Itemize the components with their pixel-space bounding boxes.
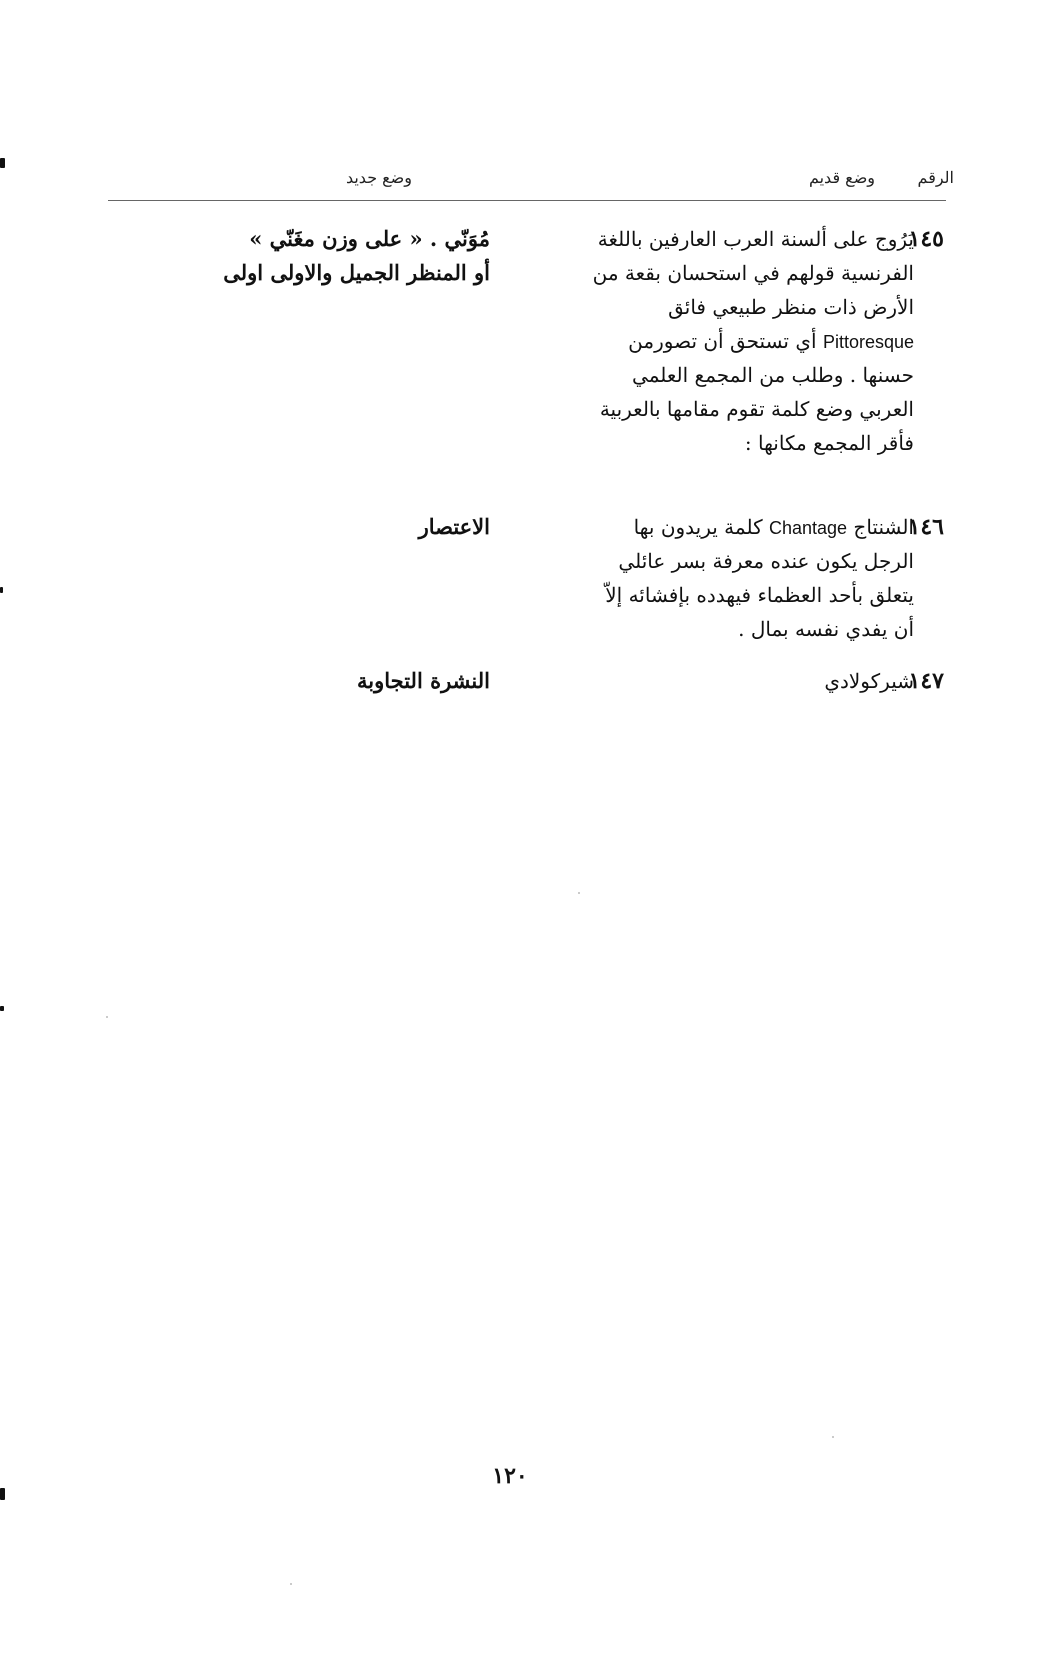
entry-new-term [130,222,490,290]
scan-speck [106,1016,108,1018]
column-header-new-term: وضع جديد [345,168,412,187]
old-term-line: الأرض ذات منظر طبيعي فائق [668,295,914,319]
old-term-text: كلمة يريدون بها [633,515,763,539]
old-term-line: يتعلق بأحد العظماء فيهدده بإفشائه إلاّ [605,583,914,607]
scan-edge-mark [0,587,3,593]
column-header-number: الرقم [917,168,954,187]
old-term-line: أن يفدي نفسه بمال . [738,617,914,641]
new-term-line: أو المنظر الجميل والاولى اولى [223,260,490,285]
entry-old-term [574,664,914,698]
foreign-term: Chantage [768,518,848,538]
new-term-line: الاعتصار [418,514,490,539]
column-header-old-term: وضع قديم [808,168,875,187]
old-term-line: العربي وضع كلمة تقوم مقامها بالعربية [599,397,914,421]
scan-speck [832,1436,834,1438]
old-term-text: أي تستحق أن تصورمن [628,329,817,353]
old-term-line: يَرُوج على ألسنة العرب العارفين باللغة [597,227,914,251]
old-term-line: الفرنسية قولهم في استحسان بقعة من [592,261,914,285]
old-term-line [574,510,914,544]
entry-number: ١٤٦ [908,514,944,540]
entry-number: ١٤٥ [908,226,944,252]
entry-new-term [130,664,490,698]
old-term-text: الشنتاج [853,515,914,539]
old-term-line [574,324,914,358]
scan-edge-mark [0,1006,4,1011]
entry-old-term [574,510,914,646]
old-term-line: الرجل يكون عنده معرفة بسر عائلي [618,549,914,573]
new-term-line: النشرة التجاوبة [357,668,490,693]
new-term-line: مُوَنّي . « على وزن مغَنّي » [249,226,490,251]
page-number: ١٢٠ [492,1463,528,1489]
entry-number: ١٤٧ [908,668,944,694]
scan-edge-mark [0,1488,5,1500]
header-rule [108,200,946,201]
scan-speck [578,892,580,894]
scan-speck [290,1583,292,1585]
old-term-line: فأقر المجمع مكانها : [744,431,914,455]
foreign-term: Pittoresque [822,332,914,352]
entry-new-term [130,510,490,544]
entry-old-term [574,222,914,460]
old-term-line: حسنها . وطلب من المجمع العلمي [632,363,914,387]
old-term-line: شيركولادي [824,669,914,693]
scan-edge-mark [0,158,5,168]
